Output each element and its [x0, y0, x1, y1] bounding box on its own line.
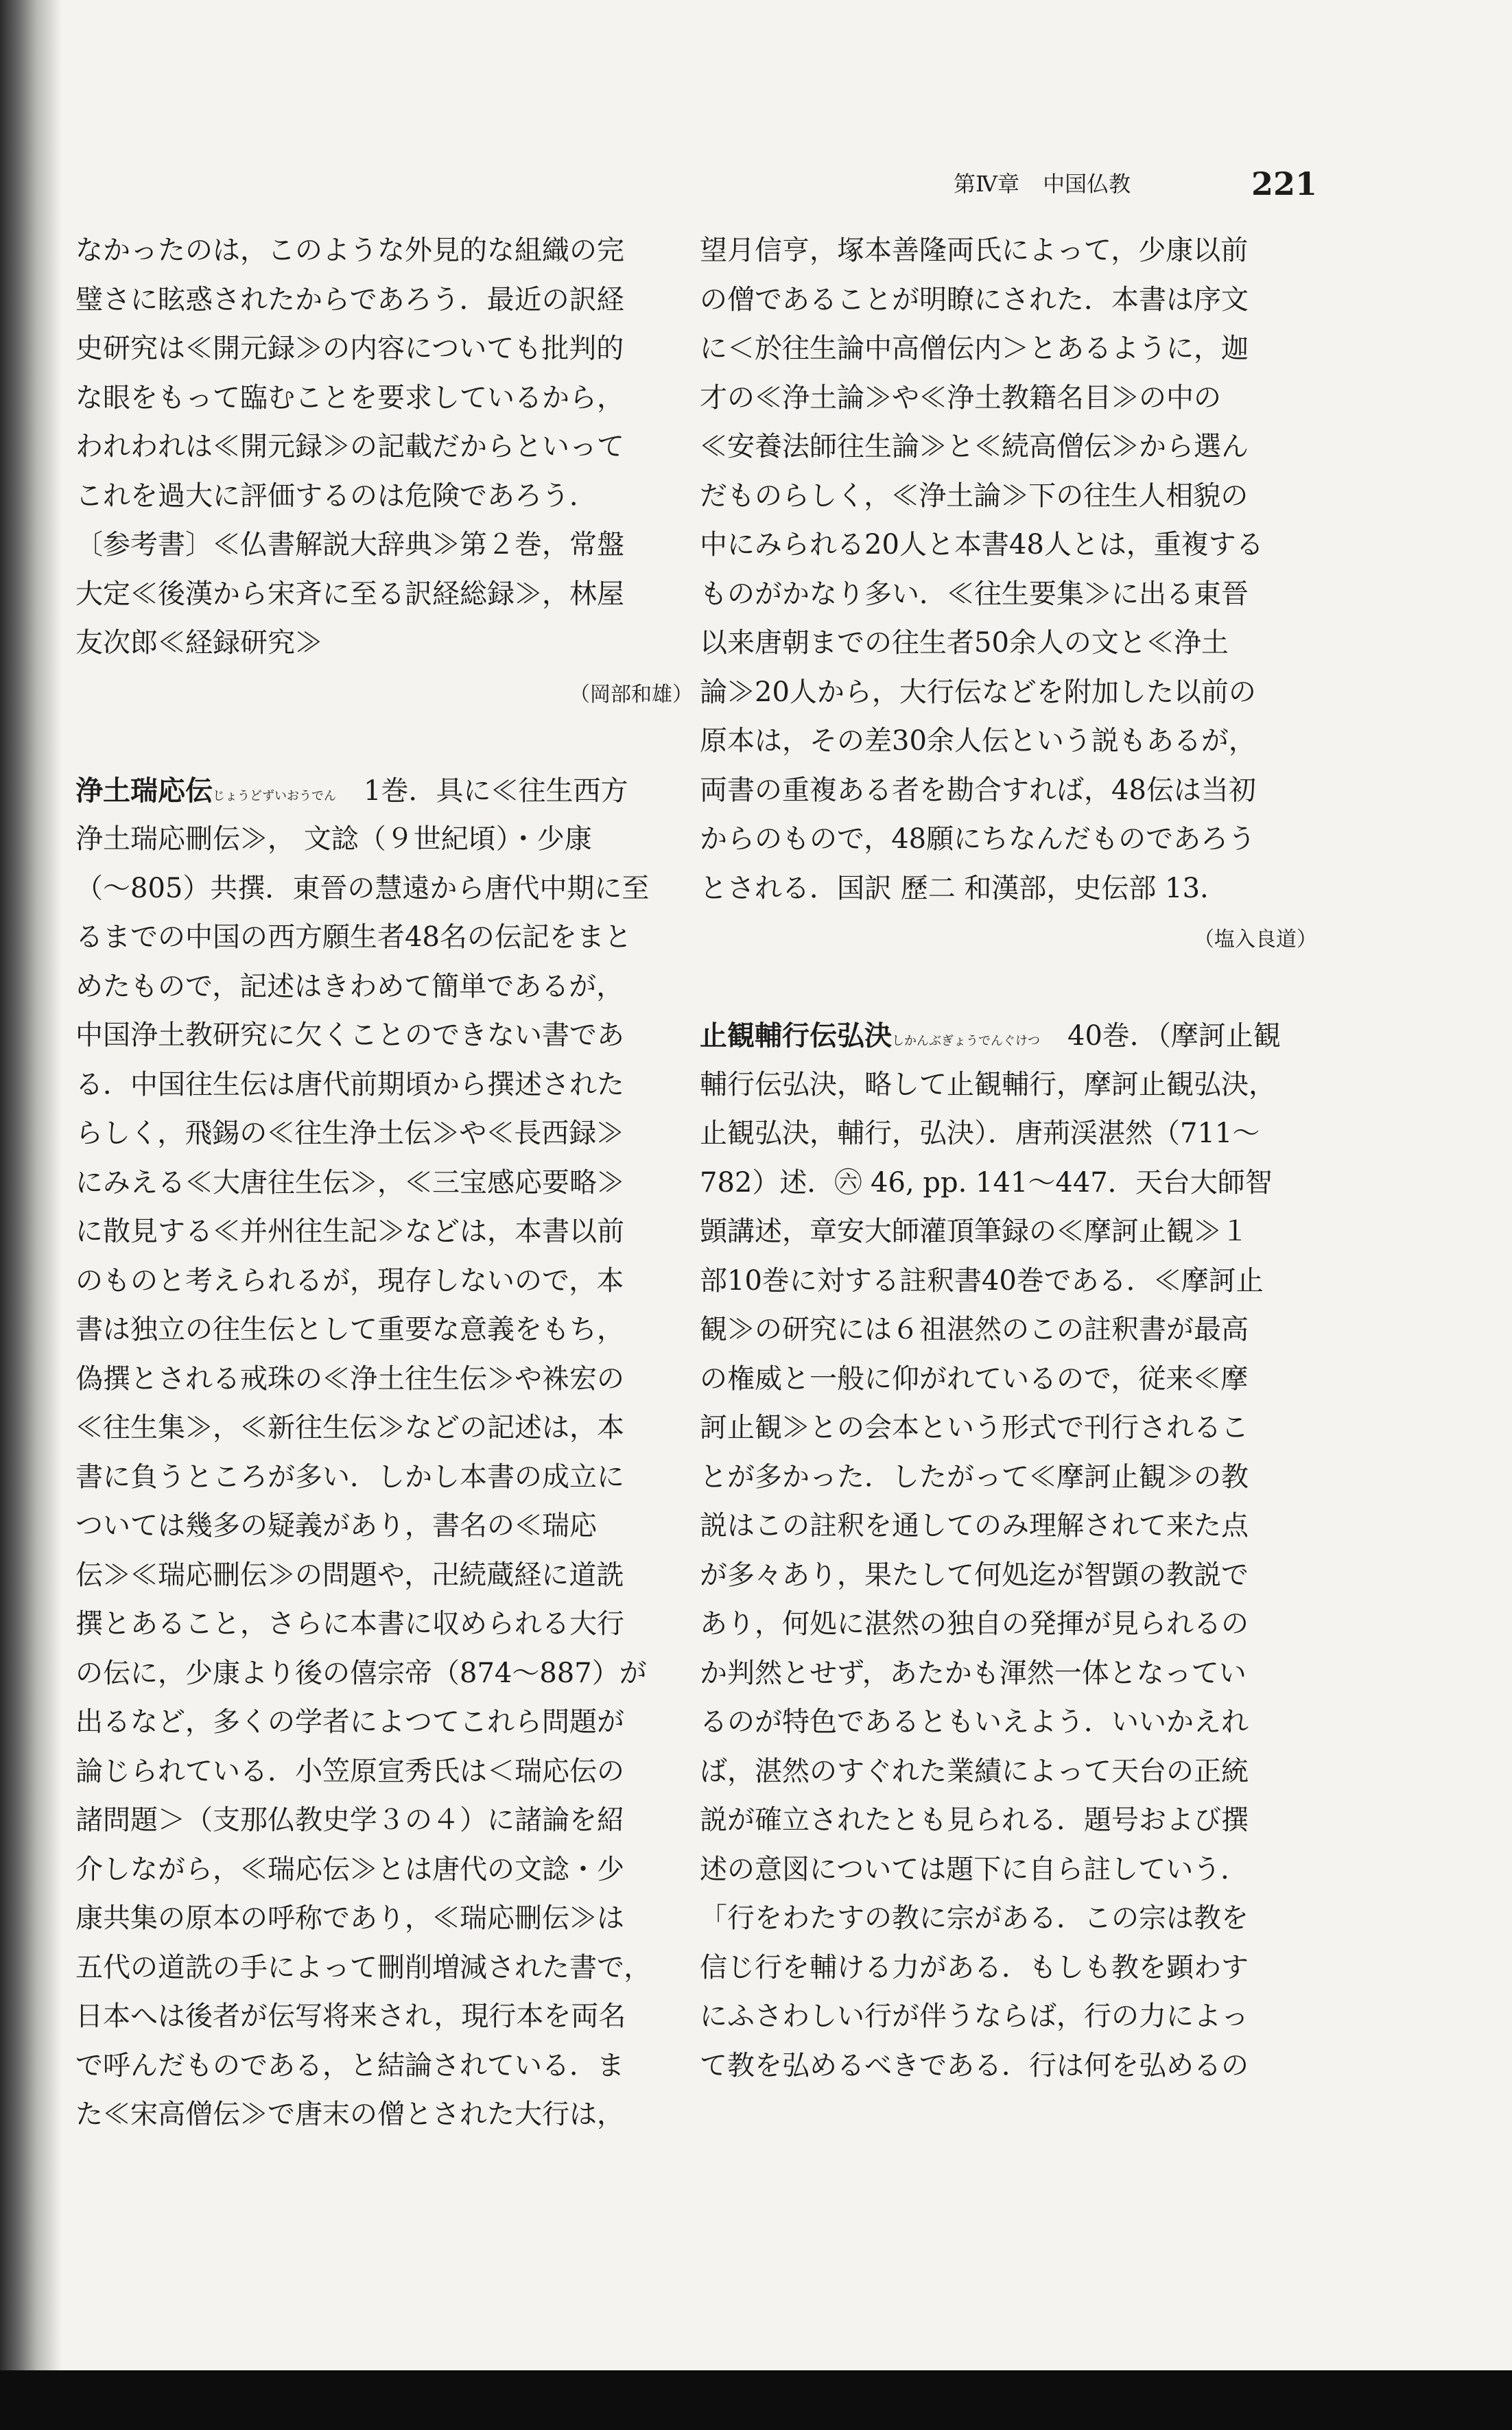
text-line: の権威と一般に仰がれているので，従来≪摩 [700, 1363, 1249, 1395]
text-line: われわれは≪開元録≫の記載だからといって [75, 431, 624, 462]
text-line: にみえる≪大唐往生伝≫，≪三宝感応要略≫ [75, 1166, 624, 1199]
text-line: 〔参考書〕≪仏書解説大辞典≫第２巻，常盤 [75, 529, 624, 561]
text-line: にふさわしい行が伴うならば，行の力によっ [700, 2001, 1249, 2032]
text-line: 782）述．㊅ 46, pp. 141～447．天台大師智 [700, 1166, 1273, 1199]
text-line: て教を弘めるべきである．行は何を弘めるの [700, 2049, 1249, 2081]
entry-headword: 止観輔行伝弘決 [700, 1019, 892, 1052]
text-line: 「行をわたすの教に宗がある．この宗は教を [700, 1902, 1249, 1934]
text-line: 友次郎≪経録研究≫ [75, 627, 322, 659]
section-label: 中国仏教 [1043, 171, 1131, 197]
author-signature: （岡部和雄） [569, 682, 693, 707]
text-line: るのが特色であるともいえよう．いいかえれ [700, 1706, 1249, 1738]
text-line: の僧であることが明瞭にされた．本書は序文 [700, 283, 1249, 316]
text-line: 中国浄土教研究に欠くことのできない書であ [75, 1019, 624, 1051]
text-line: 史研究は≪開元録≫の内容についても批判的 [75, 333, 624, 364]
text-line: 偽撰とされる戒珠の≪浄土往生伝≫や袾宏の [75, 1363, 624, 1395]
text-line: 訶止観≫との会本という形式で刊行されるこ [700, 1412, 1249, 1443]
text-line: に＜於往生論中高僧伝内＞とあるように，迦 [700, 333, 1249, 364]
entry-separator [700, 963, 1317, 1012]
text-line: 日本へは後者が伝写将来され，現行本を両名 [75, 2001, 626, 2032]
text-line: ≪安養法師往生論≫と≪続高僧伝≫から選ん [700, 431, 1249, 462]
scan-shadow-edge [0, 0, 62, 2430]
scan-bottom-edge [0, 2370, 1512, 2430]
right-column [700, 226, 1317, 2090]
text-line: 止観弘決，輔行，弘決）．唐荊渓湛然（711～ [700, 1118, 1260, 1149]
text-line: 出るなど，多くの学者によつてこれら問題が [75, 1706, 624, 1738]
text-line: めたもので，記述はきわめて簡単であるが， [75, 970, 624, 1002]
chapter-label: 第Ⅳ章 [954, 171, 1019, 197]
text-line: 浄土瑞応刪伝≫， 文諗（９世紀頃）・少康 [75, 823, 592, 855]
text-line: 部10巻に対する註釈書40巻である．≪摩訶止 [700, 1264, 1264, 1297]
text-line: ついては幾多の疑義があり，書名の≪瑞応 [75, 1510, 597, 1542]
text-line: 書に負うところが多い．しかし本書の成立に [75, 1461, 624, 1493]
text-line: 両書の重複ある者を勘合すれば，48伝は当初 [700, 774, 1256, 806]
text-line: が多々あり，果たして何処迄が智顗の教説で [700, 1559, 1249, 1591]
text-line: に散見する≪并州往生記≫などは，本書以前 [75, 1216, 624, 1247]
text-line: 以来唐朝までの往生者50余人の文と≪浄土 [700, 627, 1229, 659]
text-line: 望月信亨，塚本善隆両氏によって，少康以前 [700, 235, 1249, 266]
text-line: あり，何処に湛然の独自の発揮が見られるの [700, 1608, 1249, 1640]
author-signature: （塩入良道） [1194, 928, 1317, 952]
text-line: た≪宋高僧伝≫で唐末の僧とされた大行は， [75, 2099, 624, 2130]
entry-headword: 浄土瑞応伝 [75, 774, 213, 807]
text-line: 才の≪浄土論≫や≪浄土教籍名目≫の中の [700, 381, 1221, 414]
text-line: ものがかなり多い．≪往生要集≫に出る東晉 [700, 578, 1249, 610]
text-line: 論≫20人から，大行伝などを附加した以前の [700, 676, 1256, 708]
left-author-line [75, 668, 693, 718]
text-line: これを過大に評価するのは危険であろう． [75, 480, 597, 512]
text-line: るまでの中国の西方願生者48名の伝記をまと [75, 921, 632, 953]
text-line: 説はこの註釈を通してのみ理解されて来た点 [700, 1510, 1249, 1542]
left-column [75, 226, 693, 2140]
text-line: 信じ行を輔ける力がある．もしも教を顕わす [700, 1951, 1249, 1983]
text-line: る．中国往生伝は唐代前期頃から撰述された [75, 1068, 624, 1100]
text-line: な眼をもって臨むことを要求しているから， [75, 381, 624, 414]
text-line: 康共集の原本の呼称であり，≪瑞応刪伝≫は [75, 1902, 624, 1934]
entry-reading: じょうどずいおうでん [213, 788, 336, 803]
text-line: 観≫の研究には６祖湛然のこの註釈書が最高 [700, 1314, 1249, 1345]
text-line: だものらしく，≪浄土論≫下の往生人相貌の [700, 480, 1249, 512]
left-text-block-1 [75, 226, 693, 668]
entry-first-line [700, 1011, 1317, 1061]
right-text-block-2 [700, 1061, 1317, 2091]
text-line: ば，湛然のすぐれた業績によって天台の正統 [700, 1755, 1249, 1787]
text-line: ≪往生集≫，≪新往生伝≫などの記述は，本 [75, 1412, 624, 1443]
text-line: 璧さに眩惑されたからであろう．最近の訳経 [75, 283, 624, 316]
page-number: 221 [1251, 165, 1317, 202]
text-line: からのもので，48願にちなんだものであろう [700, 823, 1256, 855]
entry-first-text: 40巻．（摩訶止観 [1040, 1020, 1281, 1052]
text-line: 輔行伝弘決，略して止観輔行，摩訶止観弘決， [700, 1068, 1276, 1100]
text-line: のものと考えられるが，現存しないので，本 [75, 1264, 624, 1297]
text-line: らしく，飛錫の≪往生浄土伝≫や≪長西録≫ [75, 1118, 624, 1149]
running-head [954, 163, 1317, 204]
right-author-line [700, 913, 1317, 963]
entry-separator [75, 717, 693, 766]
left-text-block-2 [75, 815, 693, 2140]
text-line: とが多かった．したがって≪摩訶止観≫の教 [700, 1461, 1249, 1493]
text-line: 述の意図については題下に自ら註していう． [700, 1853, 1249, 1885]
text-line: か判然とせず，あたかも渾然一体となってい [700, 1657, 1247, 1689]
text-line: 原本は，その差30余人伝という説もあるが， [700, 725, 1256, 757]
text-line: 撰とあること，さらに本書に収められる大行 [75, 1608, 624, 1640]
text-line: （～805）共撰．東晉の慧遠から唐代中期に至 [75, 872, 650, 904]
text-line: 書は独立の往生伝として重要な意義をもち， [75, 1314, 624, 1345]
text-line: 中にみられる20人と本書48人とは，重複する [700, 529, 1264, 561]
entry-first-text: 1巻．具に≪往生西方 [336, 775, 628, 807]
text-line: 論じられている．小笠原宣秀氏は＜瑞応伝の [75, 1755, 624, 1787]
text-line: 五代の道詵の手によって刪削増減された書で， [75, 1951, 652, 1983]
text-line: 説が確立されたとも見られる．題号および撰 [700, 1804, 1249, 1836]
text-line: 介しながら，≪瑞応伝≫とは唐代の文諗・少 [75, 1853, 624, 1885]
text-line: 諸問題＞（支那仏教史学３の４）に諸論を紹 [75, 1804, 624, 1836]
entry-first-line [75, 766, 693, 816]
right-text-block-1 [700, 226, 1317, 913]
text-line: の伝に，少康より後の僖宗帝（874～887）が [75, 1657, 647, 1689]
text-line: 顗講述，章安大師灌頂筆録の≪摩訶止観≫１ [700, 1216, 1249, 1247]
text-line: とされる．国訳 歷二 和漢部，史伝部 13. [700, 872, 1209, 904]
text-line: 伝≫≪瑞応刪伝≫の問題や，卍続蔵経に道詵 [75, 1559, 624, 1591]
text-line: で呼んだものである，と結論されている．ま [75, 2049, 624, 2081]
text-line: 大定≪後漢から宋斉に至る訳経総録≫，林屋 [75, 578, 624, 610]
text-line: なかったのは，このような外見的な組織の完 [75, 235, 624, 266]
entry-reading: しかんぶぎょうでんぐけつ [892, 1034, 1040, 1048]
